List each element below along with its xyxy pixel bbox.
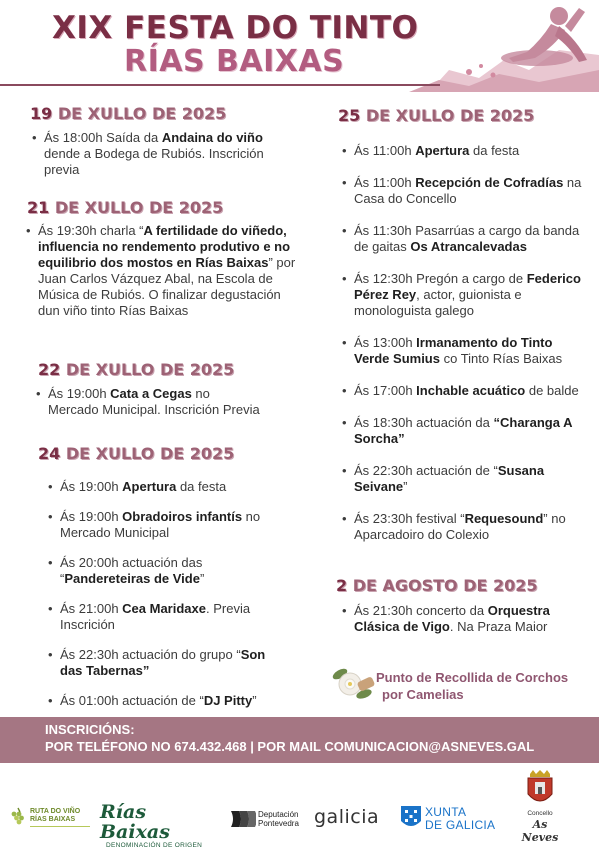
event-item: • Ás 21:00h Cea Maridaxe. Previa Inscrición xyxy=(46,601,286,633)
day-heading: 22 DE XULLO DE 2025 xyxy=(38,360,235,379)
day-block xyxy=(338,106,590,543)
deputacion-icon xyxy=(230,810,256,828)
day-block xyxy=(27,198,298,319)
deputacion-pontevedra-logo: Deputación Pontevedra xyxy=(230,808,310,830)
coat-of-arms-icon xyxy=(525,770,555,808)
event-item: • Ás 13:00h Irmanamento do Tinto Verde Sumius co Tinto Rías Baixas xyxy=(340,335,590,367)
event-list xyxy=(30,130,298,178)
festival-subtitle: RÍAS BAIXAS xyxy=(124,44,345,79)
event-list xyxy=(34,386,298,418)
event-item: • Ás 18:30h actuación da “Charanga A Sorcha” xyxy=(340,415,590,447)
day-heading: 21 DE XULLO DE 2025 xyxy=(27,198,224,217)
galicia-logo: galicia xyxy=(314,806,380,828)
day-heading: 24 DE XULLO DE 2025 xyxy=(38,444,235,463)
event-item: • Ás 19:30h charla “A fertilidade do viñedo, influencia no rendemento produtivo e no equilibrio dos mostos en Rías Baixas” por Juan Carlos Vázquez Abal, na Escola de Música de Rubiós. O finalizar degustación dun viño tinto Rías Baixas xyxy=(24,223,304,319)
event-item: • Ás 23:30h festival “Requesound” no Aparcadoiro do Colexio xyxy=(340,511,590,543)
cork-collection-text: Punto de Recollida de Corchos por Camelias xyxy=(376,670,569,702)
event-item: • Ás 22:30h actuación de “Susana Seivane” xyxy=(340,463,590,495)
day-block xyxy=(336,576,592,635)
registration-contact: POR TELÉFONO NO 674.432.468 | POR MAIL COMUNICACION@ASNEVES.GAL xyxy=(45,739,535,754)
event-item: • Ás 19:00h Apertura da festa xyxy=(46,479,286,495)
event-list xyxy=(340,603,586,635)
registration-band xyxy=(0,717,599,763)
event-item: • Ás 11:00h Recepción de Cofradías na Casa do Concello xyxy=(340,175,590,207)
cork-collection-note xyxy=(330,664,596,704)
event-list xyxy=(340,143,590,543)
concello-as-neves-logo: Concello As Neves xyxy=(514,770,566,838)
day-block xyxy=(30,104,298,178)
event-item: • Ás 17:00h Inchable acuático de balde xyxy=(340,383,590,399)
day-heading: 2 DE AGOSTO DE 2025 xyxy=(336,576,538,595)
day-block xyxy=(30,360,298,418)
xunta-shield-icon xyxy=(400,805,422,831)
event-item: • Ás 19:00h Cata a Cegas no Mercado Municipal. Inscrición Previa xyxy=(34,386,262,418)
ruta-do-vino-logo: RUTA DO VIÑO RÍAS BAIXAS xyxy=(8,806,92,832)
event-item: • Ás 01:00h actuación de “DJ Pitty” xyxy=(46,693,286,709)
xunta-de-galicia-logo: XUNTA DE GALICIA xyxy=(400,805,500,833)
event-item: • Ás 19:00h Obradoiros infantís no Mercado Municipal xyxy=(46,509,286,541)
event-item: • Ás 12:30h Pregón a cargo de Federico Pérez Rey, actor, guionista e monologuista galego xyxy=(340,271,590,319)
header-divider xyxy=(0,84,440,86)
grape-icon xyxy=(8,806,28,828)
day-heading: 19 DE XULLO DE 2025 xyxy=(30,104,227,123)
event-item: • Ás 20:00h actuación das “Pandereteiras de Vide” xyxy=(46,555,286,587)
festival-title: XIX FESTA DO TINTO xyxy=(52,10,419,46)
event-item: • Ás 11:00h Apertura da festa xyxy=(340,143,590,159)
event-list xyxy=(46,479,286,709)
event-item: • Ás 18:00h Saída da Andaina do viño dende a Bodega de Rubiós. Inscrición previa xyxy=(30,130,298,178)
day-block xyxy=(38,444,288,709)
day-heading: 25 DE XULLO DE 2025 xyxy=(338,106,535,125)
registration-heading: INSCRICIÓNS: xyxy=(45,722,135,737)
event-item: • Ás 11:30h Pasarrúas a cargo da banda de gaitas Os Atrancalevadas xyxy=(340,223,590,255)
event-item: • Ás 21:30h concerto da Orquestra Clásica de Vigo. Na Praza Maior xyxy=(340,603,586,635)
rias-baixas-do-logo: Rías Baixas DENOMINACIÓN DE ORIGEN xyxy=(100,801,203,849)
camellia-cork-icon xyxy=(330,664,376,704)
event-item: • Ás 22:30h actuación do grupo “Son das Tabernas” xyxy=(46,647,286,679)
event-list xyxy=(24,223,298,319)
header xyxy=(0,0,599,92)
wine-figure-illustration xyxy=(409,0,599,92)
